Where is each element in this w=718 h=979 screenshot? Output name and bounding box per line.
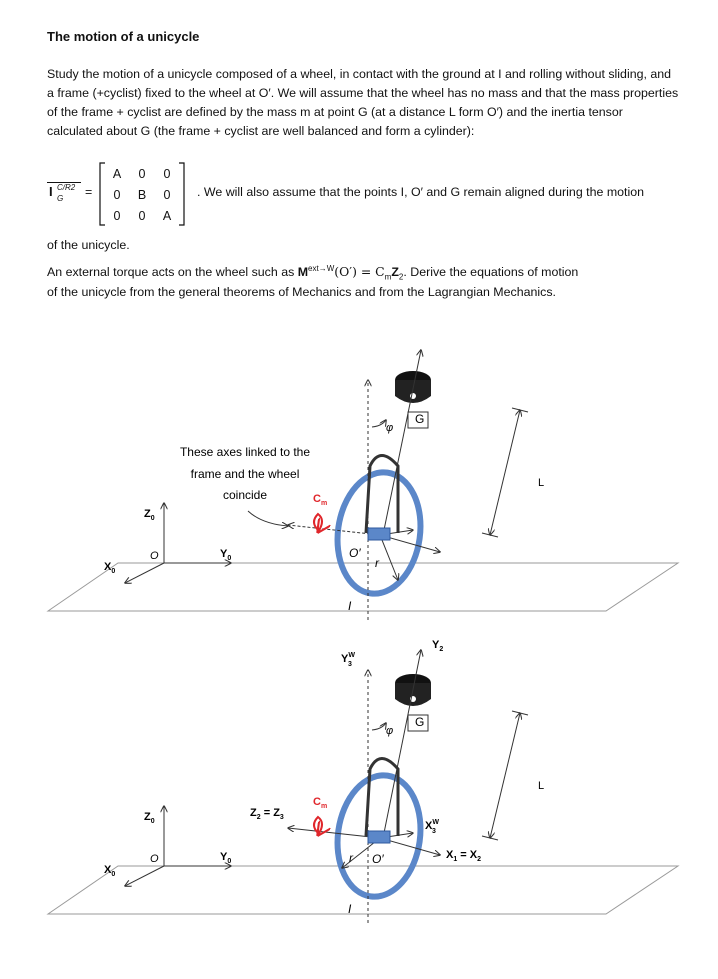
torque-intro-text: An external torque acts on the wheel such as bbox=[47, 265, 298, 280]
note-line-3: coincide bbox=[222, 488, 268, 502]
matrix-cell: A bbox=[162, 209, 172, 223]
figure-2 bbox=[48, 639, 678, 923]
torque-arrow bbox=[314, 817, 322, 835]
ground-plane bbox=[48, 866, 678, 914]
inertia-superscript: C/R2 bbox=[57, 183, 76, 192]
torque-arrow bbox=[314, 514, 322, 532]
inertia-matrix bbox=[97, 160, 187, 228]
ground-plane bbox=[48, 563, 678, 611]
z0-label: $Z_0$ bbox=[144, 508, 155, 522]
note-pointer-arrow bbox=[248, 511, 288, 526]
o-prime-label: O′ bbox=[349, 546, 361, 560]
seat-body bbox=[395, 683, 431, 706]
i-label: I bbox=[348, 902, 352, 916]
inertia-tensor-symbol bbox=[47, 182, 83, 204]
phi-label: φ bbox=[386, 422, 394, 434]
torque-z-vector: Z bbox=[391, 265, 399, 280]
matrix-cell: 0 bbox=[113, 209, 121, 223]
matrix-right-bracket bbox=[179, 163, 184, 225]
origin-label: O bbox=[150, 550, 159, 562]
matrix-cell: A bbox=[112, 167, 122, 181]
radius-arrow bbox=[380, 535, 398, 580]
z0-label: $Z_0$ bbox=[144, 811, 155, 825]
torque-expression: (O′) = C bbox=[334, 264, 385, 280]
r-label: r bbox=[349, 851, 353, 865]
o-prime-label: O′ bbox=[372, 852, 384, 866]
l-label: L bbox=[538, 780, 545, 792]
figure-1 bbox=[48, 350, 678, 620]
hub bbox=[368, 831, 390, 843]
r-label: r bbox=[375, 556, 379, 570]
problem-title: The motion of a unicycle bbox=[47, 29, 200, 44]
note-line-1: These axes linked to the bbox=[179, 445, 311, 459]
matrix-cell: 0 bbox=[163, 167, 171, 181]
matrix-cell: 0 bbox=[163, 188, 171, 202]
note-line-2: frame and the wheel bbox=[190, 467, 300, 481]
x3w-label: $X^W$ 3 bbox=[425, 819, 439, 835]
torque-label: $C_m$ bbox=[313, 493, 328, 507]
alignment-assumption-text: . We will also assume that the points I, O′ and G remain aligned during the motion bbox=[197, 185, 645, 199]
matrix-cell: 0 bbox=[138, 209, 146, 223]
x0-axis bbox=[125, 563, 164, 583]
phi-angle-arrow bbox=[372, 420, 386, 427]
origin-label: O bbox=[150, 853, 159, 865]
task-statement: of the unicycle from the general theorems of Mechanics and from the Lagrangian Mechanics. bbox=[47, 285, 556, 299]
length-l-dimension bbox=[490, 713, 520, 838]
matrix-cell: 0 bbox=[138, 167, 146, 181]
seat-body bbox=[395, 380, 431, 403]
frame-fork bbox=[366, 456, 398, 534]
x0-label: $X_0$ bbox=[104, 864, 116, 878]
g-label: G bbox=[415, 715, 425, 729]
y2-label: $Y_2$ bbox=[432, 639, 444, 653]
hub bbox=[368, 528, 390, 540]
frame-fork bbox=[366, 759, 398, 837]
phi-label: φ bbox=[386, 725, 394, 737]
inertia-tensor-line bbox=[47, 160, 697, 232]
y0-label: $Y_0$ bbox=[220, 548, 232, 562]
torque-symbol: M bbox=[297, 265, 309, 280]
inertia-subscript: G bbox=[57, 194, 64, 203]
torque-sub-m: m bbox=[384, 272, 392, 282]
paragraph-continuation: of the unicycle. bbox=[47, 238, 130, 252]
x0-label: $X_0$ bbox=[104, 561, 116, 575]
matrix-cell: 0 bbox=[113, 188, 121, 202]
z2-z3-label: $Z_2 = Z_3$ bbox=[250, 807, 284, 821]
i-label: I bbox=[348, 599, 352, 613]
torque-label: $C_m$ bbox=[313, 796, 328, 810]
x1-x2-label: $X_1 = X_2$ bbox=[446, 849, 482, 863]
matrix-left-bracket bbox=[100, 163, 105, 225]
phi-angle-arrow bbox=[372, 723, 386, 730]
torque-outro-text: . Derive the equations of motion bbox=[403, 265, 579, 280]
length-l-dimension bbox=[490, 410, 520, 535]
x0-axis bbox=[125, 866, 164, 886]
problem-statement-paragraph: Study the motion of a unicycle composed of a wheel, in contact with the ground at I and rolling without sliding, and a frame (+cyclist) fixed to the wheel at O′. We will assume that the wheel has no mass and that the mass properties of the frame + cyclist are defined by the mass m at point G (at a distance L form O′) and the inertia tensor calculated about G (the frame + cyclist are well balanced and form a cylinder): bbox=[47, 67, 679, 138]
y3w-label: $Y^W$ 3 bbox=[341, 652, 355, 668]
l-label: L bbox=[538, 477, 545, 489]
torque-superscript: ext→W bbox=[308, 264, 335, 273]
inertia-symbol: I bbox=[49, 184, 53, 199]
equals-sign: = bbox=[85, 185, 93, 199]
torque-sub-2: 2 bbox=[398, 272, 404, 282]
y0-label: $Y_0$ bbox=[220, 851, 232, 865]
g-label: G bbox=[415, 412, 425, 426]
matrix-cell: B bbox=[137, 188, 147, 202]
unicycle-figures bbox=[0, 300, 718, 979]
